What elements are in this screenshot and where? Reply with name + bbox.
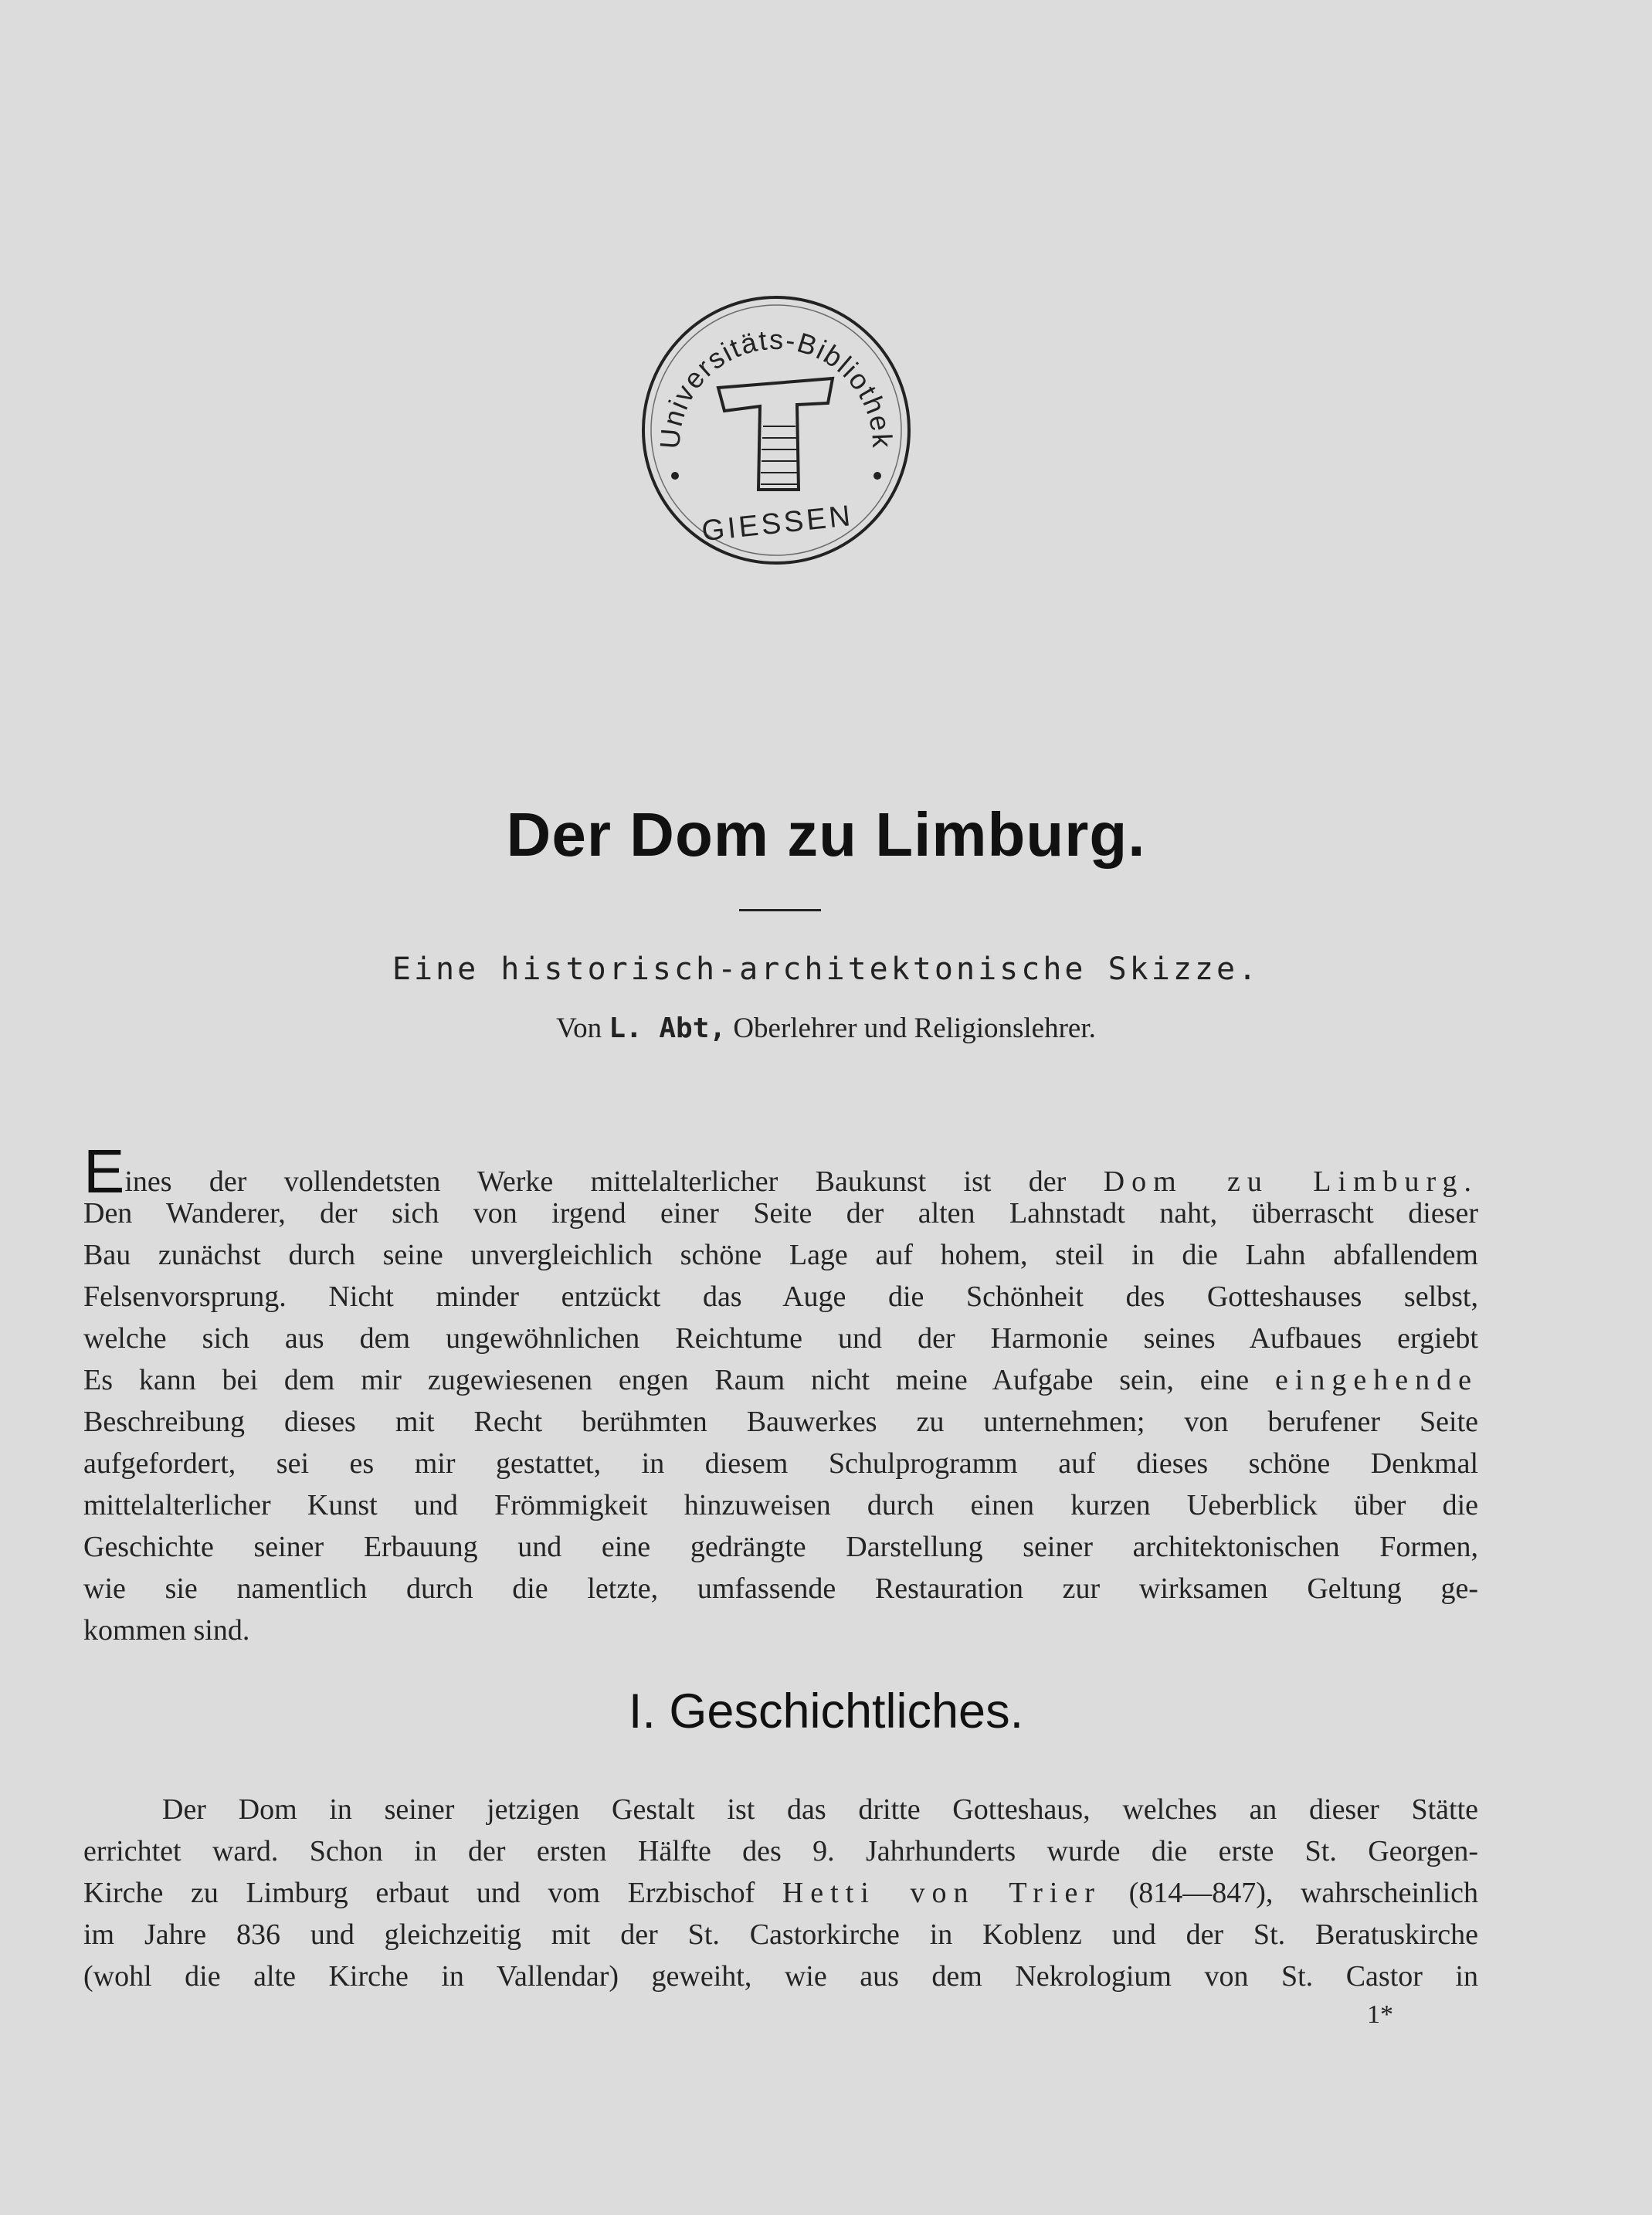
- text-line: aufgefordert, sei es mir gestattet, in diesem Schulprogramm auf dieses schöne Denkmal: [83, 1447, 1478, 1480]
- drop-cap: E: [83, 1137, 125, 1206]
- text-line: mittelalterlicher Kunst und Frömmigkeit hinzuweisen durch einen kurzen Ueberblick über die: [83, 1489, 1478, 1521]
- svg-text:GIESSEN: GIESSEN: [700, 499, 855, 548]
- title-divider: [739, 909, 821, 911]
- text-line: Der Dom in seiner jetzigen Gestalt ist das dritte Gotteshaus, welches an dieser Stätte: [162, 1793, 1478, 1826]
- subtitle: Eine historisch-architektonische Skizze.: [392, 951, 1260, 987]
- text-line: Bau zunächst durch seine unvergleichlich schöne Lage auf hohem, steil in die Lahn abfallendem: [83, 1239, 1478, 1271]
- intro-paragraph: [83, 1137, 1478, 1651]
- history-paragraph: [83, 1789, 1478, 1997]
- page-number: 1*: [1367, 2000, 1393, 2029]
- text-line: Geschichte seiner Erbauung und eine gedrängte Darstellung seiner architektonischen Formen,: [83, 1531, 1478, 1563]
- document-title: Der Dom zu Limburg.: [506, 800, 1146, 869]
- text-line: errichtet ward. Schon in der ersten Hälfte des 9. Jahrhunderts wurde die erste St. Georgen-: [83, 1835, 1478, 1867]
- author-role: Oberlehrer und Religionslehrer.: [733, 1013, 1096, 1044]
- text-line: welche sich aus dem ungewöhnlichen Reichtume und der Harmonie seines Aufbaues ergiebt: [83, 1322, 1478, 1355]
- text-line: wie sie namentlich durch die letzte, umfassende Restauration zur wirksamen Geltung ge-: [83, 1572, 1478, 1605]
- library-stamp: [633, 287, 919, 573]
- text-line: (wohl die alte Kirche in Vallendar) geweiht, wie aus dem Nekrologium von St. Castor in: [83, 1960, 1478, 1993]
- byline-prefix: Von: [556, 1013, 602, 1044]
- author-name: L. Abt,: [609, 1013, 727, 1044]
- text-line: Kirche zu Limburg erbaut und vom Erzbischof Hetti von Trier (814—847), wahrscheinlich: [83, 1877, 1478, 1909]
- byline: [0, 1012, 1652, 1045]
- text-line: im Jahre 836 und gleichzeitig mit der St. Castorkirche in Koblenz und der St. Beratuskirche: [83, 1918, 1478, 1951]
- text-line: Beschreibung dieses mit Recht berühmten Bauwerkes zu unternehmen; von berufener Seite: [83, 1406, 1478, 1438]
- text-line: Es kann bei dem mir zugewiesenen engen Raum nicht meine Aufgabe sein, eine eingehende: [83, 1364, 1478, 1396]
- section-heading: I. Geschichtliches.: [628, 1684, 1024, 1738]
- text-line: Felsenvorsprung. Nicht minder entzückt das Auge die Schönheit des Gotteshauses selbst,: [83, 1280, 1478, 1313]
- text-line: kommen sind.: [83, 1614, 250, 1647]
- svg-text:Universitäts-Bibliothek: Universitäts-Bibliothek: [653, 323, 899, 450]
- text-line: Eines der vollendetsten Werke mittelalterlicher Baukunst ist der Dom zu Limburg.: [83, 1137, 1478, 1206]
- text-line: Den Wanderer, der sich von irgend einer Seite der alten Lahnstadt naht, überrascht dieser: [83, 1197, 1478, 1230]
